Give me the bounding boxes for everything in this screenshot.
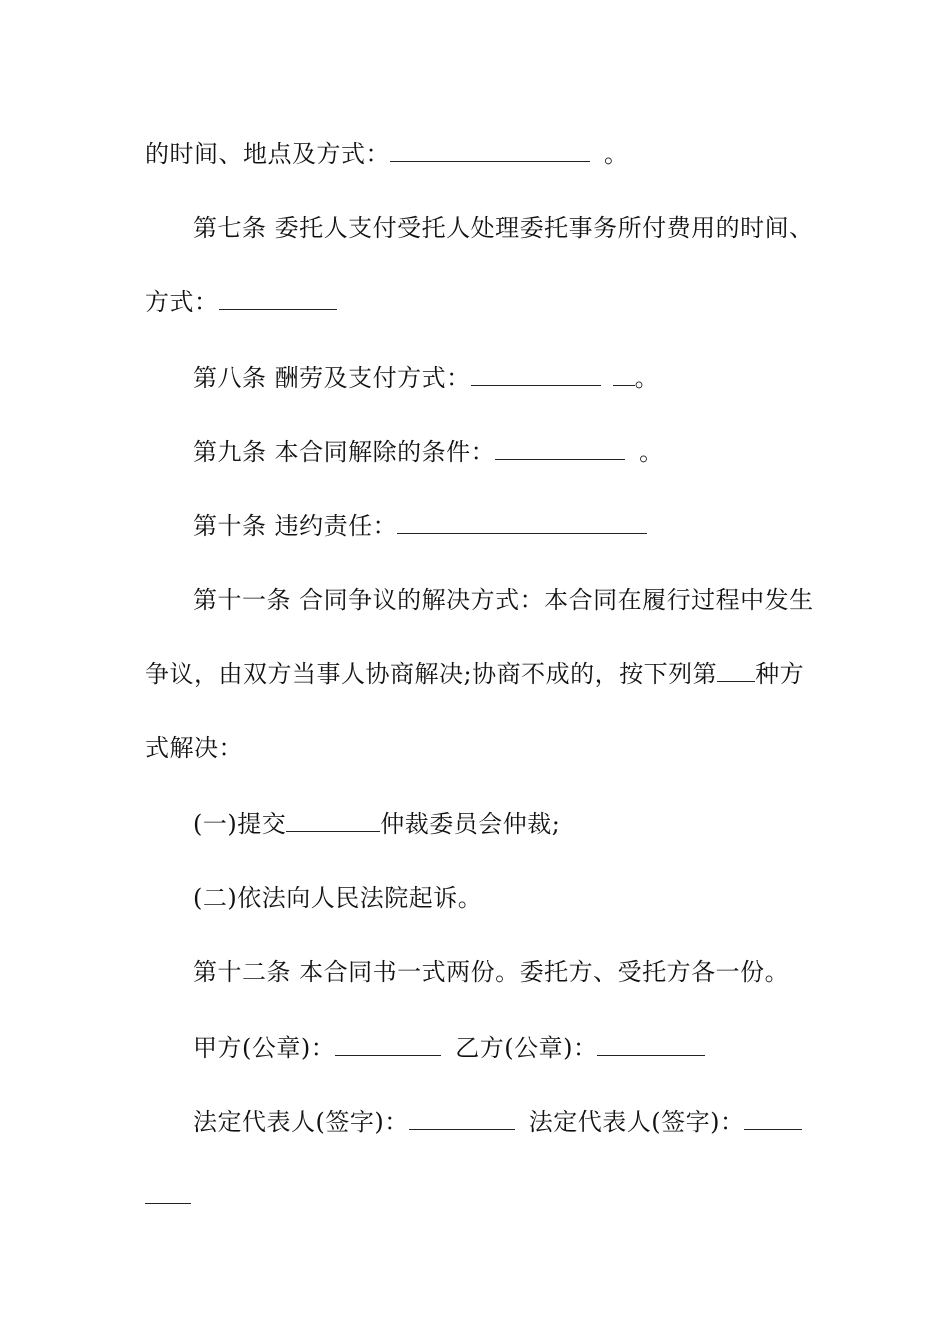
signature-line <box>193 1106 802 1138</box>
signature-line-cont <box>145 1180 191 1212</box>
article-10 <box>193 510 647 542</box>
blank-field[interactable] <box>613 363 635 386</box>
article-11 <box>193 584 814 616</box>
party-a-rep-label: 法定代表人(签字)： <box>193 1108 409 1136</box>
blank-field[interactable] <box>286 809 380 832</box>
article-10-text: 第十条 违约责任： <box>193 512 398 540</box>
article-8-text: 第八条 酬劳及支付方式： <box>193 364 471 392</box>
article-7-cont <box>145 286 337 318</box>
blank-field[interactable] <box>717 659 755 682</box>
party-b-seal-label: 乙方(公章)： <box>455 1034 598 1062</box>
line-tail: 种方 <box>755 660 805 688</box>
article-7-text: 第七条 委托人支付受托人处理委托事务所付费用的时间、 <box>193 214 814 242</box>
line-text: 式解决： <box>145 734 243 762</box>
party-b-rep-label: 法定代表人(签字)： <box>528 1108 745 1136</box>
line-tail: 。 <box>604 140 629 168</box>
party-a-rep-field[interactable] <box>409 1107 515 1130</box>
option-2-text: (二)依法向人民法院起诉。 <box>193 884 483 912</box>
article-12-text: 第十二条 本合同书一式两份。委托方、受托方各一份。 <box>193 958 790 986</box>
article-8 <box>193 362 659 394</box>
line-tail: 。 <box>634 364 660 392</box>
article-12 <box>193 956 789 988</box>
article-11-cont <box>145 658 804 690</box>
blank-field[interactable] <box>145 1181 191 1204</box>
option-2 <box>193 882 482 914</box>
blank-field[interactable] <box>397 511 647 534</box>
line-text: 方式： <box>145 288 219 316</box>
line-text: 争议，由双方当事人协商解决;协商不成的，按下列第 <box>145 660 718 688</box>
blank-field[interactable] <box>495 437 625 460</box>
line-tail: 仲裁委员会仲裁; <box>380 810 561 838</box>
article-9-text: 第九条 本合同解除的条件： <box>193 438 496 466</box>
line-tail: 。 <box>639 438 664 466</box>
party-b-rep-field[interactable] <box>744 1107 802 1130</box>
line-text: 的时间、地点及方式： <box>145 140 390 168</box>
article-11-cont2 <box>145 732 243 764</box>
article-7 <box>193 212 814 244</box>
option-1-text: (一)提交 <box>193 810 287 838</box>
blank-field[interactable] <box>219 287 337 310</box>
article-11-text: 第十一条 合同争议的解决方式：本合同在履行过程中发生 <box>193 586 814 614</box>
party-a-seal-label: 甲方(公章)： <box>193 1034 336 1062</box>
blank-field[interactable] <box>390 139 590 162</box>
party-b-seal-field[interactable] <box>597 1033 705 1056</box>
blank-field[interactable] <box>471 363 601 386</box>
article-9 <box>193 436 664 468</box>
party-a-seal-field[interactable] <box>335 1033 441 1056</box>
seal-line <box>193 1032 705 1064</box>
option-1 <box>193 808 560 840</box>
line-1 <box>145 138 629 170</box>
